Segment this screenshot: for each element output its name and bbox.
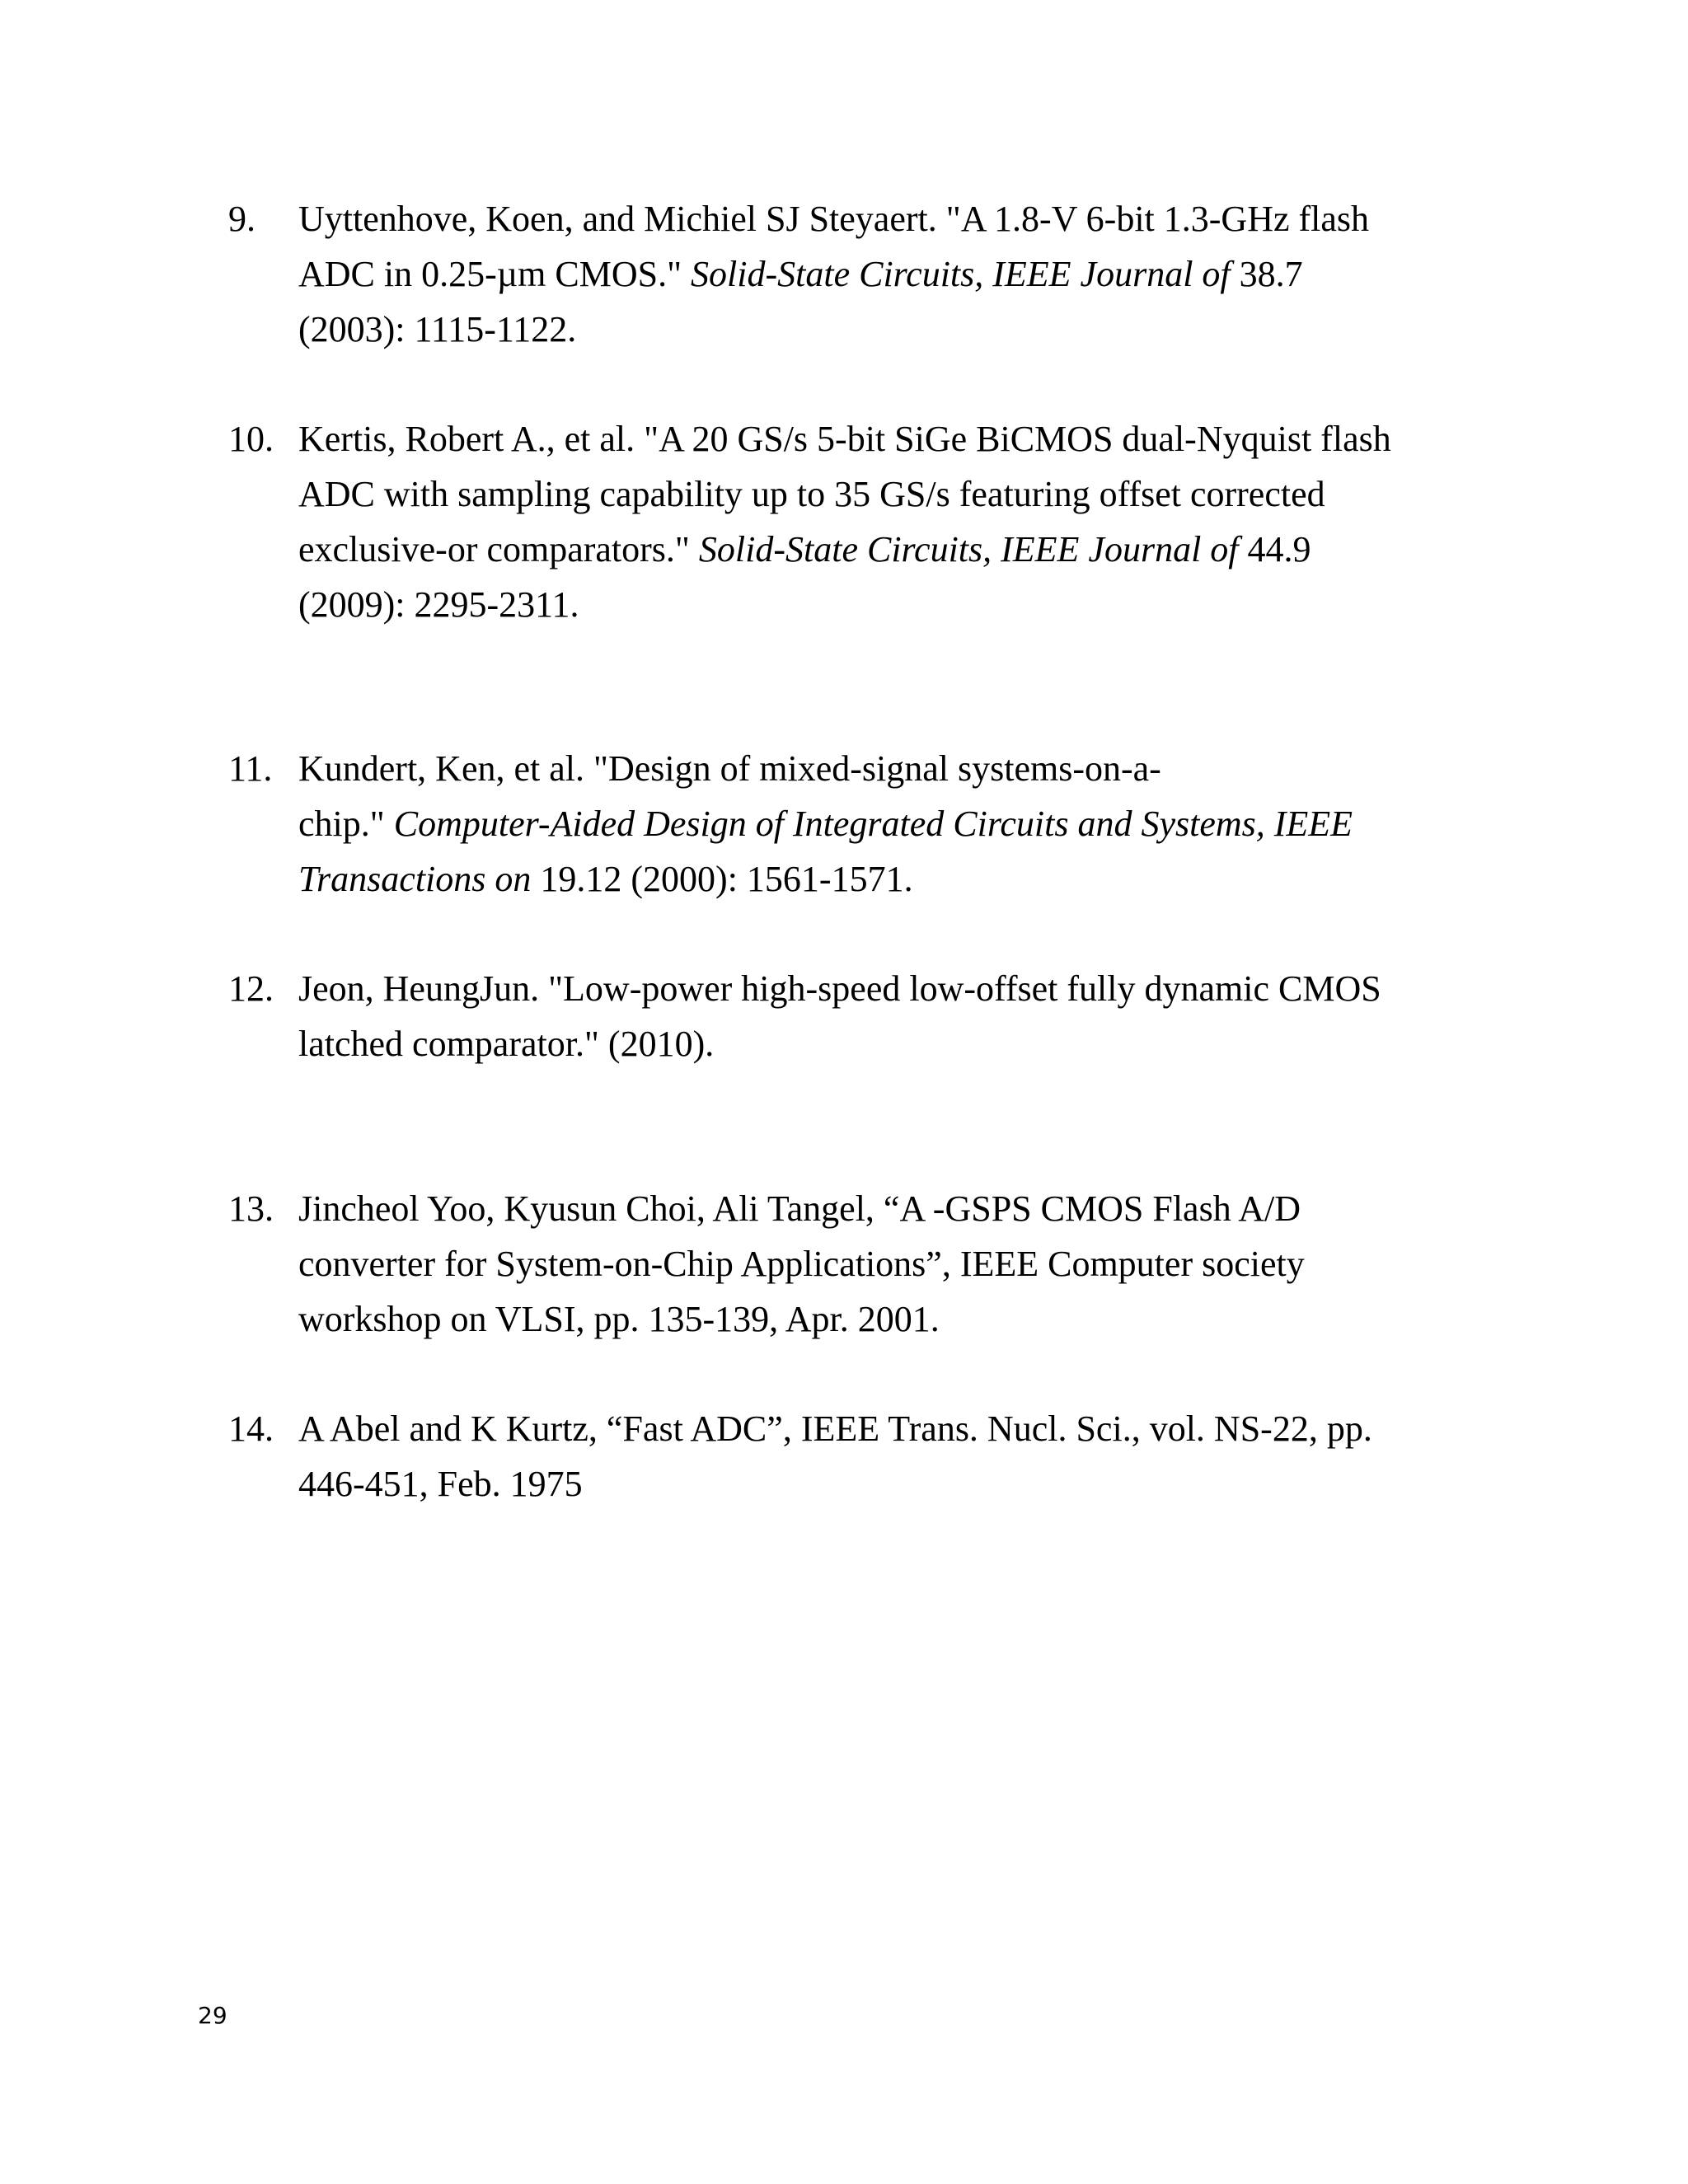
reference-number: 13. [228, 1188, 274, 1229]
reference-item-14 [228, 1401, 1489, 1511]
reference-line: converter for System-on-Chip Applications”, IEEE Computer society [298, 1244, 1305, 1284]
reference-item-10 [228, 411, 1489, 632]
reference-number: 12. [228, 968, 274, 1009]
reference-line: A Abel and K Kurtz, “Fast ADC”, IEEE Trans. Nucl. Sci., vol. NS-22, pp. [298, 1408, 1372, 1449]
journal-title: Solid-State Circuits, IEEE Journal of [691, 254, 1231, 294]
reference-line: ADC with sampling capability up to 35 GS/s featuring offset corrected [298, 474, 1325, 514]
journal-title: Transactions on [298, 859, 532, 899]
reference-line: exclusive-or comparators." Solid-State Circuits, IEEE Journal of 44.9 [298, 529, 1311, 569]
reference-line: (2003): 1115-1122. [298, 309, 577, 349]
journal-title: Computer-Aided Design of Integrated Circuits and Systems, IEEE [393, 804, 1353, 844]
reference-text [298, 191, 1489, 357]
reference-text [298, 961, 1489, 1071]
reference-line: Transactions on 19.12 (2000): 1561-1571. [298, 859, 913, 899]
reference-line: workshop on VLSI, pp. 135-139, Apr. 2001. [298, 1299, 940, 1339]
reference-number: 14. [228, 1408, 274, 1449]
reference-text [298, 1401, 1489, 1511]
reference-number: 10. [228, 419, 274, 459]
reference-line: Uyttenhove, Koen, and Michiel SJ Steyaert. "A 1.8-V 6-bit 1.3-GHz flash [298, 199, 1370, 239]
page-number: 29 [198, 2002, 227, 2029]
reference-text [298, 741, 1489, 907]
reference-line: 446-451, Feb. 1975 [298, 1464, 583, 1504]
reference-line: Jeon, HeungJun. "Low-power high-speed low-offset fully dynamic CMOS [298, 968, 1381, 1009]
reference-line: Kertis, Robert A., et al. "A 20 GS/s 5-bit SiGe BiCMOS dual-Nyquist flash [298, 419, 1391, 459]
journal-title: Solid-State Circuits, IEEE Journal of [698, 529, 1239, 569]
reference-line: (2009): 2295-2311. [298, 584, 579, 625]
reference-item-11 [228, 741, 1489, 907]
reference-number: 9. [228, 199, 256, 239]
reference-item-13 [228, 1181, 1489, 1347]
reference-number: 11. [228, 748, 273, 789]
reference-line: Jincheol Yoo, Kyusun Choi, Ali Tangel, “A -GSPS CMOS Flash A/D [298, 1188, 1301, 1229]
reference-item-9 [228, 191, 1489, 357]
reference-line: latched comparator." (2010). [298, 1024, 715, 1064]
reference-item-12 [228, 961, 1489, 1071]
reference-text [298, 1181, 1489, 1347]
reference-line: chip." Computer-Aided Design of Integrated Circuits and Systems, IEEE [298, 804, 1353, 844]
reference-text [298, 411, 1489, 632]
reference-line: Kundert, Ken, et al. "Design of mixed-signal systems-on-a- [298, 748, 1161, 789]
reference-line: ADC in 0.25-µm CMOS." Solid-State Circuits, IEEE Journal of 38.7 [298, 254, 1303, 294]
